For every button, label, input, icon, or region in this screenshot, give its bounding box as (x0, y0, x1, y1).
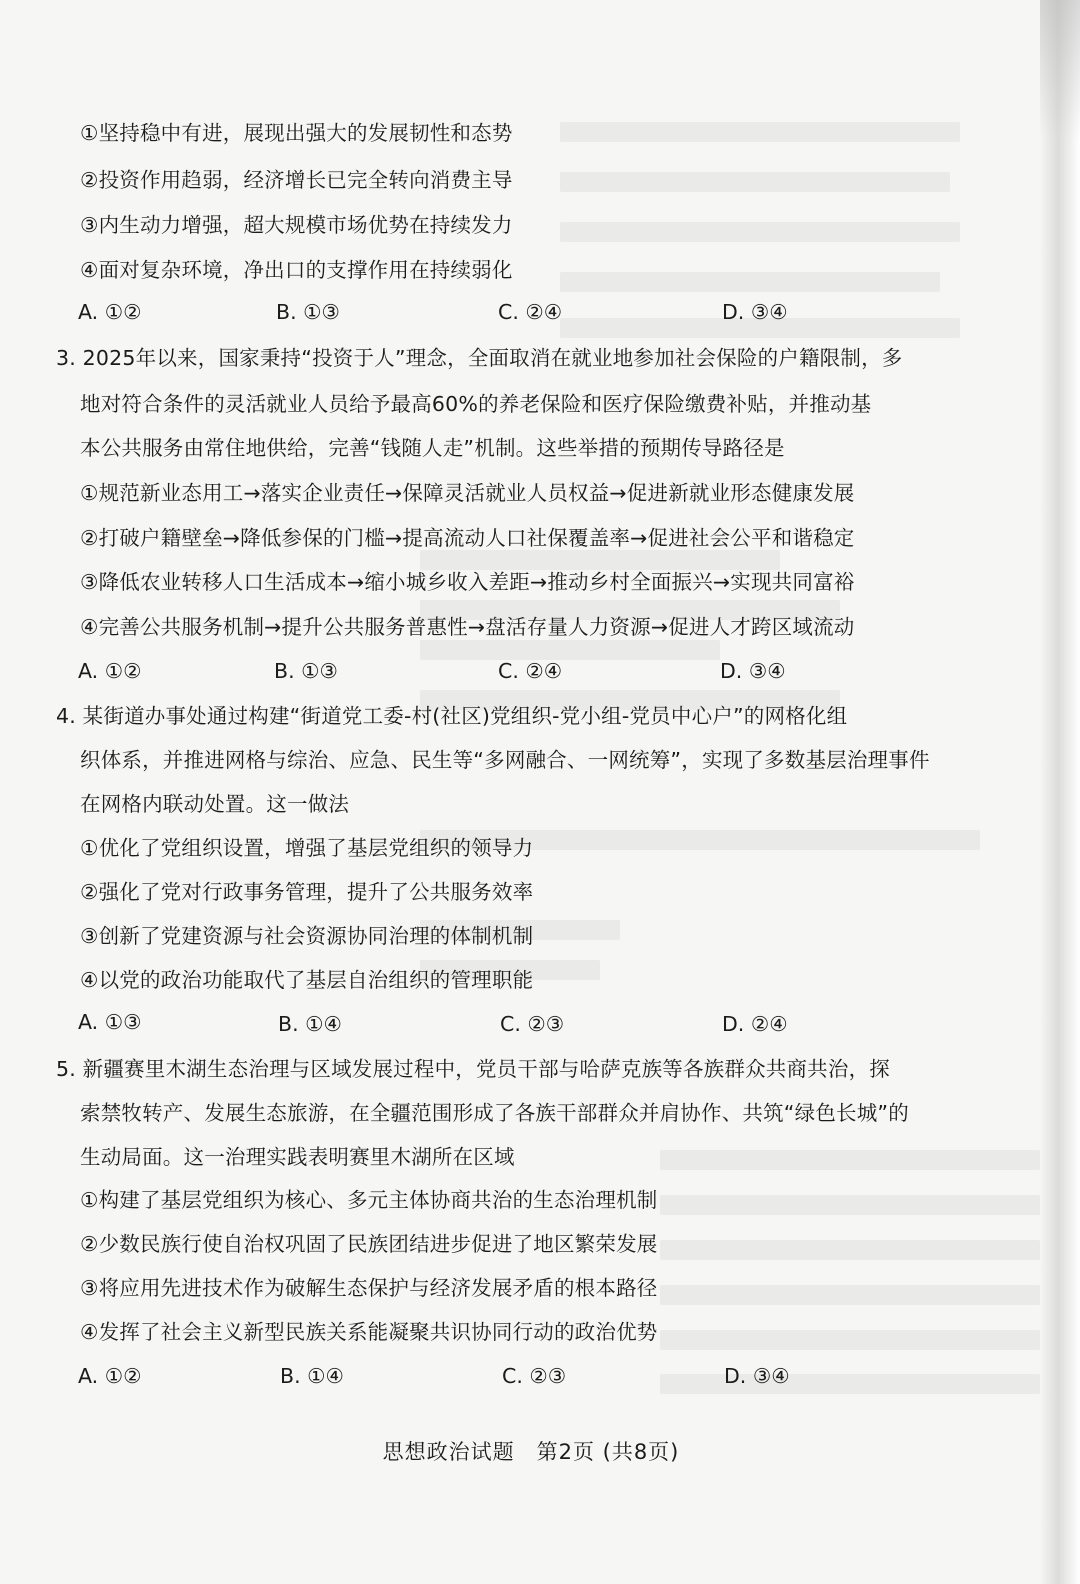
q3-statement-3: ③降低农业转移人口生活成本→缩小城乡收入差距→推动乡村全面振兴→实现共同富裕 (80, 570, 855, 594)
q2-statement-3: ③内生动力增强，超大规模市场优势在持续发力 (80, 213, 513, 237)
q4-statement-3: ③创新了党建资源与社会资源协同治理的体制机制 (80, 924, 534, 948)
q4-option-a: A. ①③ (78, 1010, 142, 1034)
q5-stem-line-2: 索禁牧转产、发展生态旅游，在全疆范围形成了各族干部群众并肩协作、共筑“绿色长城”的 (80, 1101, 909, 1125)
q2-statement-4: ④面对复杂环境，净出口的支撑作用在持续弱化 (80, 258, 513, 282)
q2-option-a: A. ①② (78, 300, 142, 324)
q4-statement-1: ①优化了党组织设置，增强了基层党组织的领导力 (80, 836, 534, 860)
q3-stem-line-3: 本公共服务由常住地供给，完善“钱随人走”机制。这些举措的预期传导路径是 (80, 436, 785, 460)
q5-statement-2: ②少数民族行使自治权巩固了民族团结进步促进了地区繁荣发展 (80, 1232, 658, 1256)
q3-option-a: A. ①② (78, 659, 142, 683)
q5-option-d: D. ③④ (724, 1364, 790, 1388)
q3-stem-line-1: 3. 2025年以来，国家秉持“投资于人”理念，全面取消在就业地参加社会保险的户籍限制，多 (56, 346, 903, 370)
q2-option-c: C. ②④ (498, 300, 563, 324)
q2-option-d: D. ③④ (722, 300, 788, 324)
q3-statement-1: ①规范新业态用工→落实企业责任→保障灵活就业人员权益→促进新就业形态健康发展 (80, 481, 855, 505)
q2-option-b: B. ①③ (276, 300, 340, 324)
q5-option-c: C. ②③ (502, 1364, 567, 1388)
q2-statement-2: ②投资作用趋弱，经济增长已完全转向消费主导 (80, 168, 513, 192)
q5-statement-3: ③将应用先进技术作为破解生态保护与经济发展矛盾的根本路径 (80, 1276, 658, 1300)
q4-option-b: B. ①④ (278, 1012, 342, 1036)
q4-option-d: D. ②④ (722, 1012, 788, 1036)
q3-stem-line-2: 地对符合条件的灵活就业人员给予最高60%的养老保险和医疗保险缴费补贴，并推动基 (80, 392, 872, 416)
q5-stem-line-1: 5. 新疆赛里木湖生态治理与区域发展过程中，党员干部与哈萨克族等各族群众共商共治，探 (56, 1057, 890, 1081)
q5-option-b: B. ①④ (280, 1364, 344, 1388)
q5-statement-1: ①构建了基层党组织为核心、多元主体协商共治的生态治理机制 (80, 1188, 658, 1212)
q4-option-c: C. ②③ (500, 1012, 565, 1036)
q4-stem-line-1: 4. 某街道办事处通过构建“街道党工委-村(社区)党组织-党小组-党员中心户”的网格化组 (56, 704, 848, 728)
page-footer: 思想政治试题 第2页 (共8页) (382, 1440, 680, 1464)
q4-stem-line-2: 织体系，并推进网格与综治、应急、民生等“多网融合、一网统筹”，实现了多数基层治理事件 (80, 748, 930, 772)
q3-statement-4: ④完善公共服务机制→提升公共服务普惠性→盘活存量人力资源→促进人才跨区域流动 (80, 615, 855, 639)
q4-statement-4: ④以党的政治功能取代了基层自治组织的管理职能 (80, 968, 534, 992)
q5-option-a: A. ①② (78, 1364, 142, 1388)
q2-statement-1: ①坚持稳中有进，展现出强大的发展韧性和态势 (80, 121, 513, 145)
q5-statement-4: ④发挥了社会主义新型民族关系能凝聚共识协同行动的政治优势 (80, 1320, 658, 1344)
q3-option-b: B. ①③ (274, 659, 338, 683)
q5-stem-line-3: 生动局面。这一治理实践表明赛里木湖所在区域 (80, 1145, 515, 1169)
q3-option-d: D. ③④ (720, 659, 786, 683)
q3-option-c: C. ②④ (498, 659, 563, 683)
q3-statement-2: ②打破户籍壁垒→降低参保的门槛→提高流动人口社保覆盖率→促进社会公平和谐稳定 (80, 526, 855, 550)
q4-stem-line-3: 在网格内联动处置。这一做法 (80, 792, 350, 816)
q4-statement-2: ②强化了党对行政事务管理，提升了公共服务效率 (80, 880, 534, 904)
